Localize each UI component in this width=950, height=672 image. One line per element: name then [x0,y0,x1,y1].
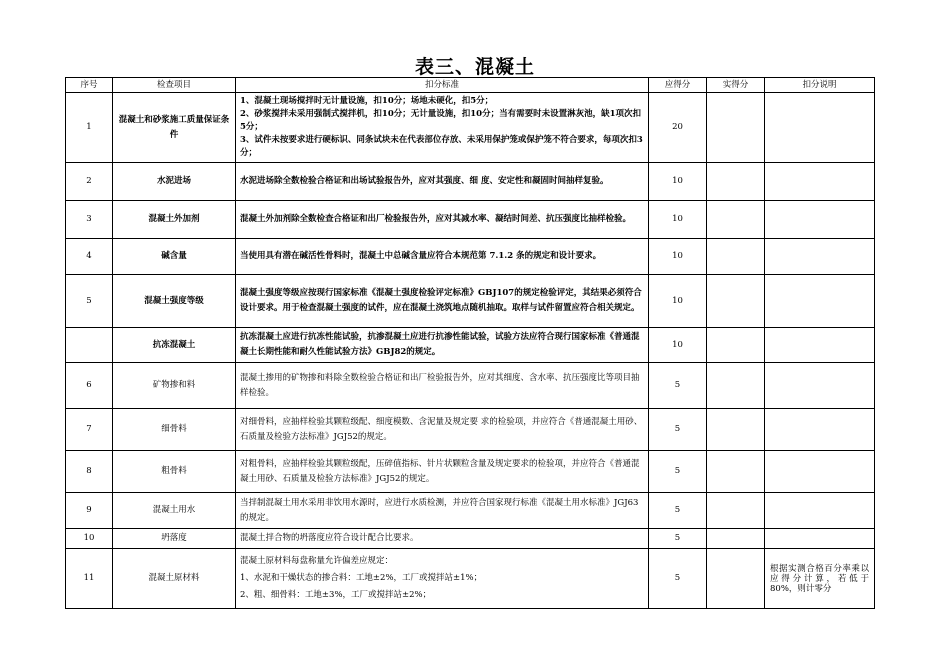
row-note [765,409,875,451]
table-row [66,275,875,328]
table-row [66,163,875,201]
standard-line: 混凝土外加剂除全数检查合格证和出厂检验报告外，应对其减水率、凝结时间差、抗压强度比抽样检验。 [240,214,632,224]
header-note: 扣分说明 [765,78,875,93]
row-no [66,328,113,363]
header-score: 应得分 [649,78,707,93]
row-standard [236,239,649,275]
row-standard [236,363,649,409]
row-no: 8 [66,451,113,493]
row-standard [236,493,649,529]
header-actual: 实得分 [707,78,765,93]
standard-line: 对粗骨料，应抽样检验其颗粒级配，压碎值指标、针片状颗粒含量及规定要求的检验项，并应符合《普通混凝土用砂、石质量及检验方法标准》JGJ52的规定。 [240,458,640,484]
table-row [66,328,875,363]
row-item: 细骨料 [113,409,236,451]
row-note [765,93,875,163]
row-actual [707,549,765,609]
standard-line: 1、水泥和干燥状态的掺合料：工地±2%，工厂或搅拌站±1%； [240,573,483,583]
row-standard [236,549,649,609]
standard-line: 混凝土掺用的矿物掺和料除全数检验合格证和出厂检验报告外，应对其细度、含水率、抗压强度比等项目抽样检验。 [240,372,640,398]
row-standard [236,201,649,239]
row-item: 坍落度 [113,529,236,549]
row-actual [707,239,765,275]
row-note [765,529,875,549]
row-score: 5 [649,409,707,451]
row-standard [236,163,649,201]
row-item: 混凝土强度等级 [113,275,236,328]
row-item: 水泥进场 [113,163,236,201]
row-score: 10 [649,239,707,275]
table-row [66,239,875,275]
row-score: 10 [649,275,707,328]
standard-line: 3、试件未按要求进行硬标识、同条试块未在代表部位存放、未采用保护笼或保护笼不符合要求，每项次扣3分； [240,135,643,158]
row-actual [707,163,765,201]
row-no: 11 [66,549,113,609]
row-standard [236,275,649,328]
table-row [66,409,875,451]
header-standard: 扣分标准 [236,78,649,93]
row-score: 5 [649,493,707,529]
row-note [765,363,875,409]
standard-line: 2、砂浆搅拌未采用强制式搅拌机，扣10分；无计量设施，扣10分；当有需要时未设置淋灰池，缺1项次扣5分； [240,109,641,132]
row-actual [707,93,765,163]
row-actual [707,201,765,239]
standard-line: 抗冻混凝土应进行抗冻性能试验，抗渗混凝土应进行抗渗性能试验，试验方法应符合现行国家标准《普通混凝土长期性能和耐久性能试验方法》GBJ82的规定。 [240,332,640,357]
standard-line: 1、混凝土现场搅拌时无计量设施，扣10分；场地未硬化，扣5分； [240,96,494,106]
table-row [66,451,875,493]
table-row [66,549,875,609]
row-note [765,163,875,201]
row-no: 6 [66,363,113,409]
row-actual [707,328,765,363]
standard-line: 水泥进场除全数检验合格证和出场试验报告外，应对其强度、细 度、安定性和凝固时间抽样复验。 [240,176,609,186]
header-no: 序号 [66,78,113,93]
page-title: 表三、混凝土 [414,56,535,78]
row-actual [707,451,765,493]
row-note [765,493,875,529]
standard-line: 当拌制混凝土用水采用非饮用水源时，应进行水质检测，并应符合国家现行标准《混凝土用水标准》JGJ63的规定。 [240,497,639,523]
standard-line: 混凝土拌合物的坍落度应符合设计配合比要求。 [240,533,419,543]
row-note: 根据实测合格百分率乘以应得分计算，若低于80%，则计零分 [765,549,875,609]
row-score: 5 [649,529,707,549]
row-score: 5 [649,549,707,609]
row-item: 混凝土用水 [113,493,236,529]
row-actual [707,409,765,451]
row-item: 粗骨料 [113,451,236,493]
table-row [66,363,875,409]
table-row [66,201,875,239]
row-score: 5 [649,451,707,493]
inspection-table [65,77,875,609]
row-score: 10 [649,201,707,239]
row-standard [236,409,649,451]
row-item: 碱含量 [113,239,236,275]
row-score: 20 [649,93,707,163]
row-standard [236,451,649,493]
table-header-row [66,78,875,93]
row-standard [236,93,649,163]
row-standard [236,328,649,363]
standard-line: 混凝土强度等级应按现行国家标准《混凝土强度检验评定标准》GBJ107的规定检验评定，其结果必须符合设计要求。用于检查混凝土强度的试件，应在混凝土浇筑地点随机抽取。取样与试件留置应符合相关规定。 [240,288,642,313]
table-row [66,493,875,529]
row-no: 3 [66,201,113,239]
row-no: 7 [66,409,113,451]
row-actual [707,363,765,409]
standard-line: 对细骨料，应抽样检验其颗粒级配、细度模数、含泥量及规定要 求的检验项，并应符合《普通混凝土用砂、石质量及检验方法标准》JGJ52的规定。 [240,416,643,442]
row-no: 4 [66,239,113,275]
row-note [765,201,875,239]
row-actual [707,493,765,529]
row-no: 2 [66,163,113,201]
row-no: 10 [66,529,113,549]
row-score: 5 [649,363,707,409]
row-no: 1 [66,93,113,163]
row-note [765,275,875,328]
standard-line: 混凝土原材料每盘称量允许偏差应规定： [240,556,394,566]
row-standard [236,529,649,549]
row-item: 混凝土外加剂 [113,201,236,239]
row-item: 矿物掺和料 [113,363,236,409]
row-item: 混凝土和砂浆施工质量保证条件 [113,93,236,163]
standard-line: 当使用具有潜在碱活性骨料时，混凝土中总碱含量应符合本规范第 7.1.2 条的规定和设计要求。 [240,251,602,261]
header-item: 检查项目 [113,78,236,93]
row-score: 10 [649,328,707,363]
row-no: 9 [66,493,113,529]
row-item: 混凝土原材料 [113,549,236,609]
row-note [765,451,875,493]
row-actual [707,275,765,328]
row-actual [707,529,765,549]
row-note [765,328,875,363]
table-row [66,529,875,549]
table-row [66,93,875,163]
row-note [765,239,875,275]
row-item: 抗冻混凝土 [113,328,236,363]
row-score: 10 [649,163,707,201]
standard-line: 2、粗、细骨料：工地±3%，工厂或搅拌站±2%； [240,590,432,600]
row-no: 5 [66,275,113,328]
